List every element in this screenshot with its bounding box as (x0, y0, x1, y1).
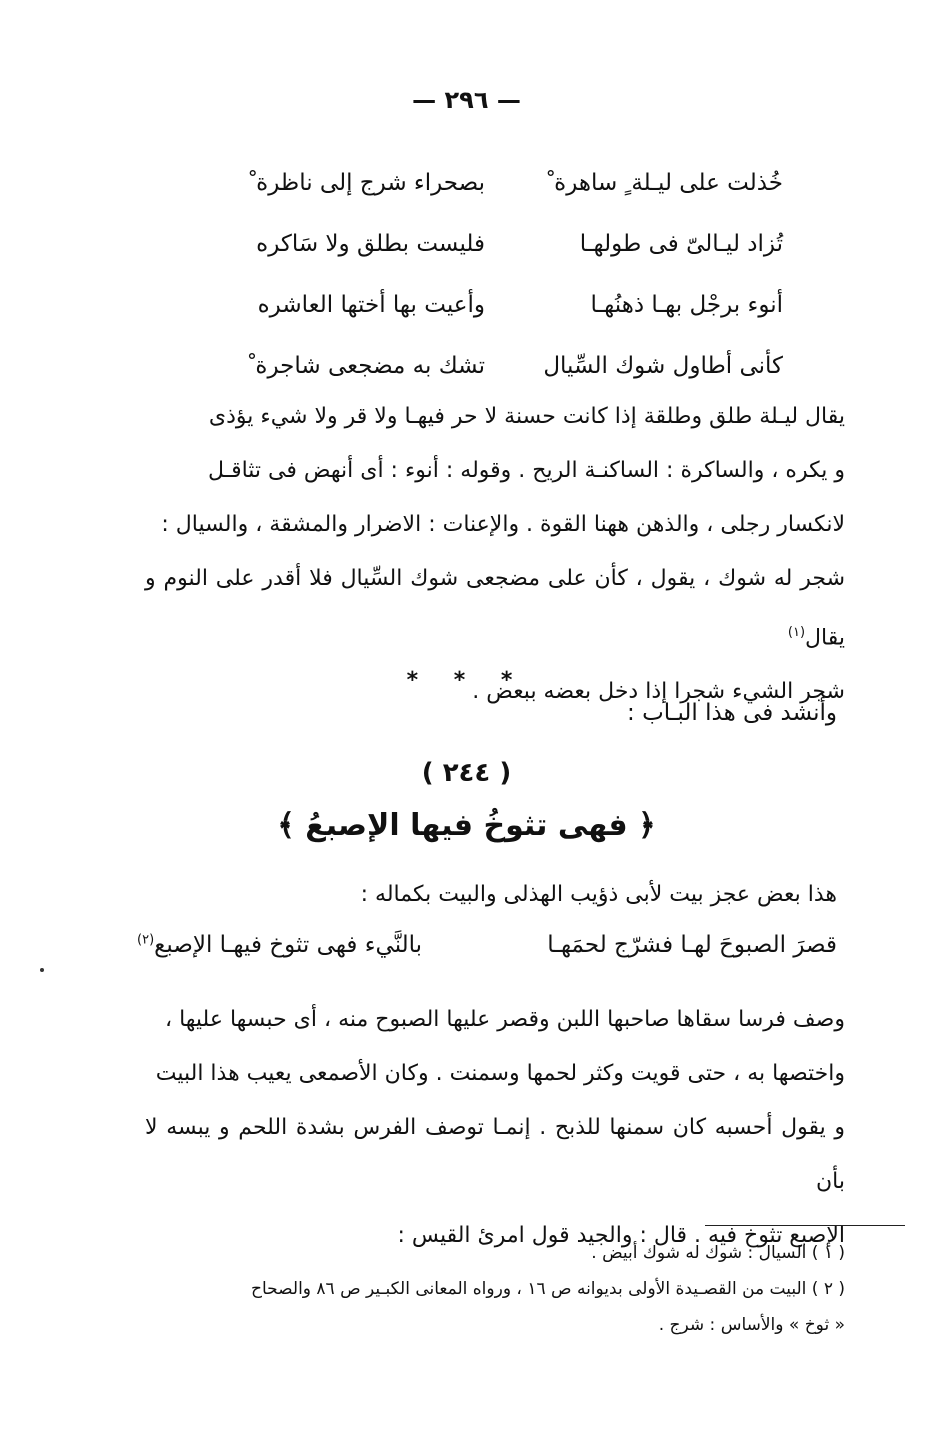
verse-first-hemistich: قصرَ الصبوحَ لهـا فشرّج لحمَهـا (547, 932, 837, 958)
verse-row (223, 274, 783, 335)
prose-line: الإصبع تثوخ فيه . قال : والجيد قول امرئ القيس : (397, 1223, 845, 1248)
verse-first-hemistich: تُزاد ليـالىّ فى طولهـا (579, 230, 783, 257)
entry-number: ( ٢٤٤ ) (421, 758, 512, 788)
commentary-paragraph-2 (145, 993, 845, 1263)
prose-line: شجر الشيء شجرا إذا دخل بعضه ببعض . (472, 679, 845, 705)
footnote: « ثوخ » والأساس : شرج . (658, 1315, 845, 1335)
verse-second-hemistich: بالنَّيء فهى تثوخ فيهـا الإصبع (154, 932, 423, 958)
verse-second-hemistich: وأعيت بها أختها العاشره (257, 291, 485, 318)
section-separator: * * * (406, 668, 527, 693)
verse-second-hemistich: بصحراء شرج إلى ناظرة ْ (249, 169, 485, 196)
footnote-marker: (٢) (137, 932, 155, 948)
prose-text: شجر له شوك ، يقول ، كأن على مضجعى شوك السِّيال فلا أقدر على النوم و يقال (145, 566, 845, 651)
poem-verses (223, 152, 783, 396)
prose-line: وصف فرسا سقاها صاحبها اللبن وقصر عليها الصبوح منه ، أى حبسها عليها ، (164, 1007, 845, 1032)
prose-line: واختصها به ، حتى قويت وكثر لحمها وسمنت . وكان الأصمعى يعيب هذا البيت (155, 1061, 845, 1086)
prose-line: و يكره ، والساكرة : الساكنـة الريح . وقوله : أنوء : أى أنهض فى تثاقـل (207, 458, 845, 483)
prose-line: يقال ليـلة طلق وطلقة إذا كانت حسنة لا حر فيهـا ولا قر ولا شيء يؤذى (208, 404, 845, 429)
footnotes (125, 1235, 845, 1343)
verse-row (223, 213, 783, 274)
page-number: — ٢٩٦ — (412, 86, 521, 114)
verse-second-hemistich-wrap (137, 932, 422, 958)
section-intro: وأنشد فى هذا البـاب : (627, 700, 837, 726)
footnote-marker: (١) (787, 625, 806, 640)
verse-first-hemistich: خُذلت على ليـلة ٍ ساهرة ْ (547, 169, 783, 196)
footnote: ( ٢ ) البيت من القصـيدة الأولى بديوانه ص ١٦ ، ورواه المعانى الكبـير ص ٨٦ والصحاح (251, 1279, 845, 1299)
verse-second-hemistich: فليست بطلق ولا سَاكره (256, 230, 485, 257)
verse-intro: هذا بعض عجز بيت لأبى ذؤيب الهذلى والبيت بكماله : (360, 882, 837, 907)
verse-row (223, 335, 783, 396)
prose-line: و يقول أحسبه كان سمنها للذبح . إنمـا توصف الفرس بشدة اللحم و يبسه لا بأن (145, 1115, 845, 1194)
prose-line (145, 552, 845, 665)
quoted-verse (137, 932, 837, 958)
verse-second-hemistich: تشك به مضجعى شاجرة ْ (248, 352, 485, 379)
footnote-rule (705, 1225, 905, 1226)
scan-speck (40, 968, 44, 972)
footnote: ( ١ ) السيال : شوك له شوك أبيض . (591, 1243, 845, 1263)
verse-row (223, 152, 783, 213)
verse-first-hemistich: أنوء برجْل بهـا ذهنُهـا (590, 291, 783, 318)
prose-line: لانكسار رجلى ، والذهن ههنا القوة . والإعنات : الاضرار والمشقة ، والسيال : (161, 512, 845, 537)
entry-title: ﴿ فهى تثوخُ فيها الإصبعُ ﴾ (277, 808, 656, 843)
verse-first-hemistich: كأنى أطاول شوك السِّيال (543, 352, 783, 379)
